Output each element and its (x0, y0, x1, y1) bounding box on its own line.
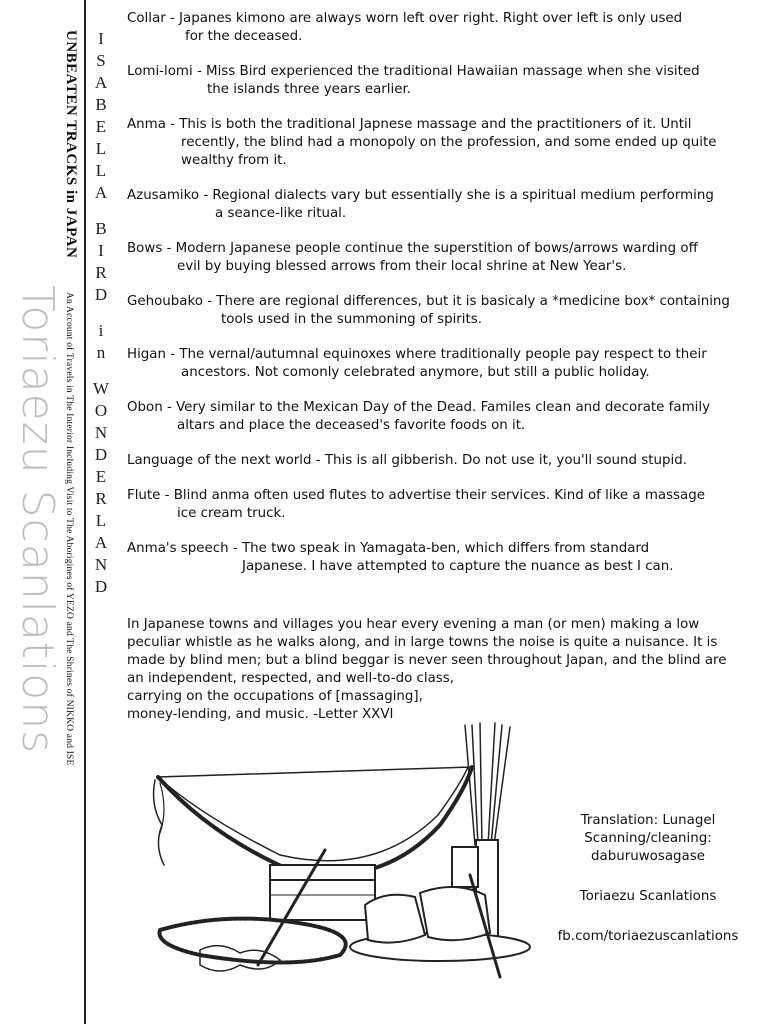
note-collar: Collar - Japanes kimono are always worn left over right. Right over left is only used for the deceased. (127, 11, 683, 44)
spine-letter: N (94, 423, 108, 442)
spine-letter: B (95, 219, 107, 238)
spine-letter: O (94, 401, 108, 420)
note-gehoubako: Gehoubako - There are regional differences, but it is basicaly a *medicine box* containing tools used in the summoning of spirits. (127, 294, 730, 327)
spine-letter: R (95, 489, 107, 508)
author-title-vertical-letters (90, 28, 112, 598)
spine-letter: L (95, 161, 107, 180)
spine-letter: L (95, 139, 107, 158)
book-title: UNBEATEN TRACKS in JAPAN (63, 30, 79, 259)
facebook-link[interactable]: fb.com/toriaezuscanlations (557, 929, 739, 944)
letter-quote: In Japanese towns and villages you hear every evening a man (or men) making a low peculiar whistle as he walks along, and in large towns the noise is quite a nuisance. It is made by blind men; but a blind beggar is never seen throughout Japan, and the blind are an independent, respected, and well-to-do class, carrying on the occupations of [massaging], money-lending, and music. -Letter XXVI (127, 617, 727, 722)
spine-letter: n (96, 343, 106, 362)
spine-letter: B (95, 95, 107, 114)
spine-divider (84, 0, 86, 1024)
spine-letter: A (94, 183, 108, 202)
note-bows: Bows - Modern Japanese people continue the superstition of bows/arrows warding off evil by buying blessed arrows from their local shrine at New Year's. (127, 241, 698, 274)
note-flute: Flute - Blind anma often used flutes to advertise their services. Kind of like a massage ice cream truck. (127, 488, 705, 521)
spine-letter: i (98, 321, 104, 340)
spine-letter: E (95, 117, 107, 136)
spine-letter: A (94, 533, 108, 552)
scanning-credit-label: Scanning/cleaning: (584, 831, 712, 846)
scanning-credit-name: daburuwosagase (591, 849, 705, 864)
book-subtitle: An Account of Travels in The Interior Including Visit to The Aborigines of YEZO and The Shrines of NIKKO and ISE (64, 292, 74, 766)
spine-letter: D (94, 285, 108, 304)
spine-letter: I (98, 29, 104, 48)
note-azusamiko: Azusamiko - Regional dialects vary but essentially she is a spiritual medium performing a seance-like ritual. (127, 188, 714, 221)
spine-letter: R (95, 263, 107, 282)
credits (548, 812, 748, 946)
translation-credit: Translation: Lunagel (580, 813, 716, 828)
spine-letter: N (94, 555, 108, 574)
scanlation-watermark: Toriaezu Scanlations (12, 285, 63, 755)
spine-letter: S (96, 51, 106, 70)
spine-letter: A (94, 73, 108, 92)
note-higan: Higan - The vernal/autumnal equinoxes where traditionally people pay respect to their ancestors. Not comonly celebrated anymore, but still a public holiday. (127, 347, 707, 380)
note-anma-speech: Anma's speech - The two speak in Yamagata-ben, which differs from standard Japanese. I have attempted to capture the nuance as best I can. (127, 541, 674, 574)
translation-notes (127, 10, 757, 593)
note-anma: Anma - This is both the traditional Japnese massage and the practitioners of it. Until recently, the blind had a monopoly on the profession, and some ended up quite wealthy from it. (127, 117, 717, 168)
spine-letter: E (95, 467, 107, 486)
note-obon: Obon - Very similar to the Mexican Day of the Dead. Familes clean and decorate family altars and place the deceased's favorite foods on it. (127, 400, 710, 433)
massage-tools-illustration (140, 715, 540, 990)
spine-letter: I (98, 241, 104, 260)
spine-letter: D (94, 445, 108, 464)
note-lomi-lomi: Lomi-lomi - Miss Bird experienced the traditional Hawaiian massage when she visited the islands three years earlier. (127, 64, 700, 97)
spine-letter: W (92, 379, 110, 398)
spine-letter: D (94, 577, 108, 596)
note-language: Language of the next world - This is all gibberish. Do not use it, you'll sound stupid. (127, 453, 687, 468)
group-name: Toriaezu Scanlations (579, 889, 717, 904)
spine-letter: L (95, 511, 107, 530)
